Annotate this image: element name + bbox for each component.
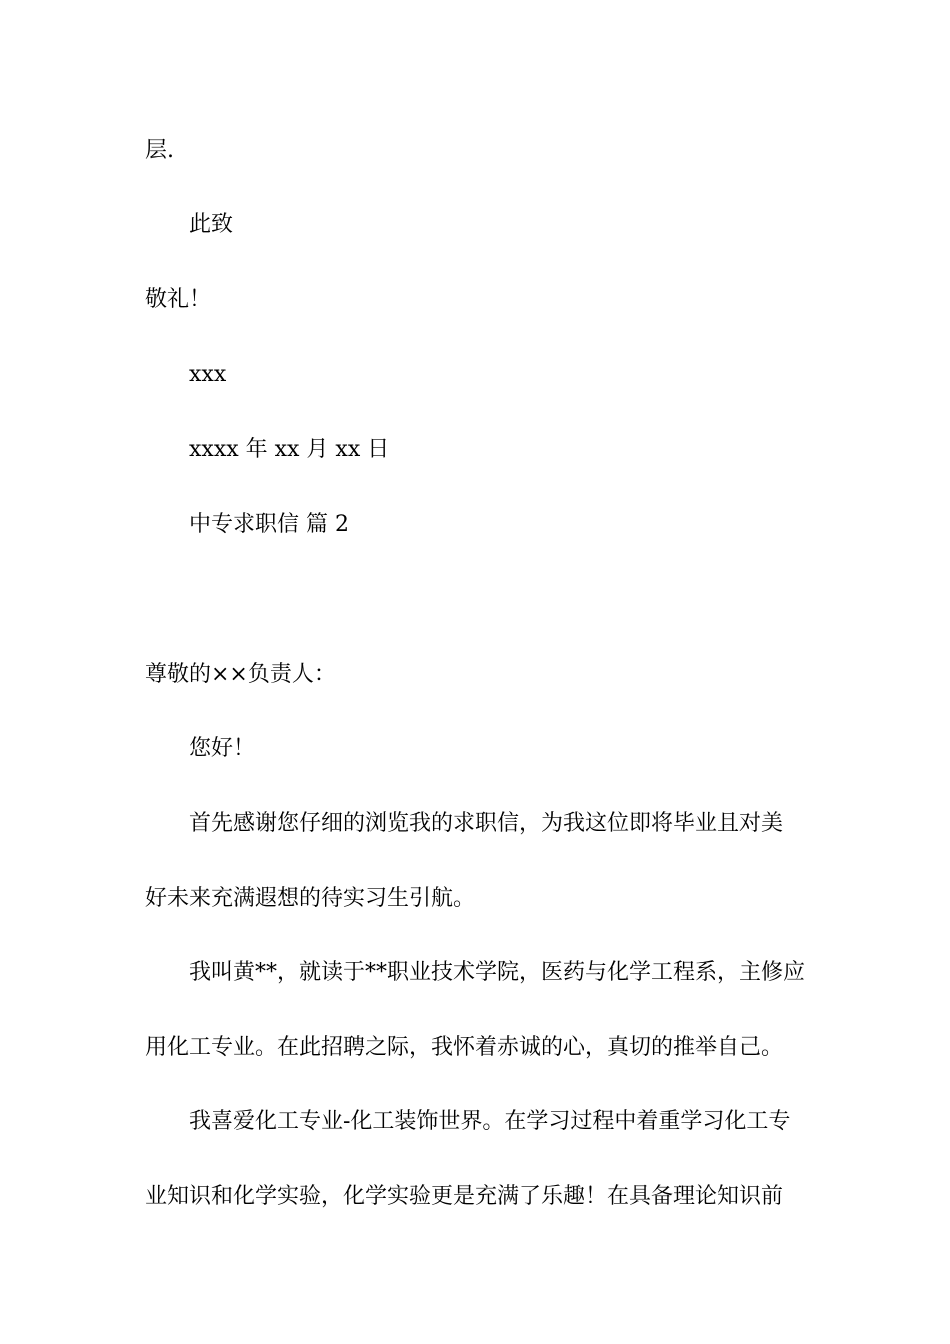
section-heading: 中专求职信 篇 2 <box>189 512 349 537</box>
text-line: xxx <box>189 362 227 387</box>
text-line: 层. <box>145 138 174 163</box>
paragraph-line: 业知识和化学实验，化学实验更是充满了乐趣！在具备理论知识前 <box>145 1184 784 1209</box>
greeting: 您好！ <box>189 736 256 761</box>
paragraph-line: 首先感谢您仔细的浏览我的求职信，为我这位即将毕业且对美 <box>189 811 784 836</box>
text-line: 此致 <box>189 212 234 237</box>
paragraph-line: 用化工专业。在此招聘之际，我怀着赤诚的心，真切的推举自己。 <box>145 1035 784 1060</box>
text-line: 敬礼！ <box>145 287 212 312</box>
text-line: xxxx 年 xx 月 xx 日 <box>189 437 390 462</box>
paragraph-line: 我喜爱化工专业-化工装饰世界。在学习过程中着重学习化工专 <box>189 1109 791 1134</box>
salutation: 尊敬的××负责人： <box>145 662 336 687</box>
paragraph-line: 好未来充满遐想的待实习生引航。 <box>145 886 476 911</box>
paragraph-line: 我叫黄**，就读于**职业技术学院，医药与化学工程系，主修应 <box>189 960 806 985</box>
